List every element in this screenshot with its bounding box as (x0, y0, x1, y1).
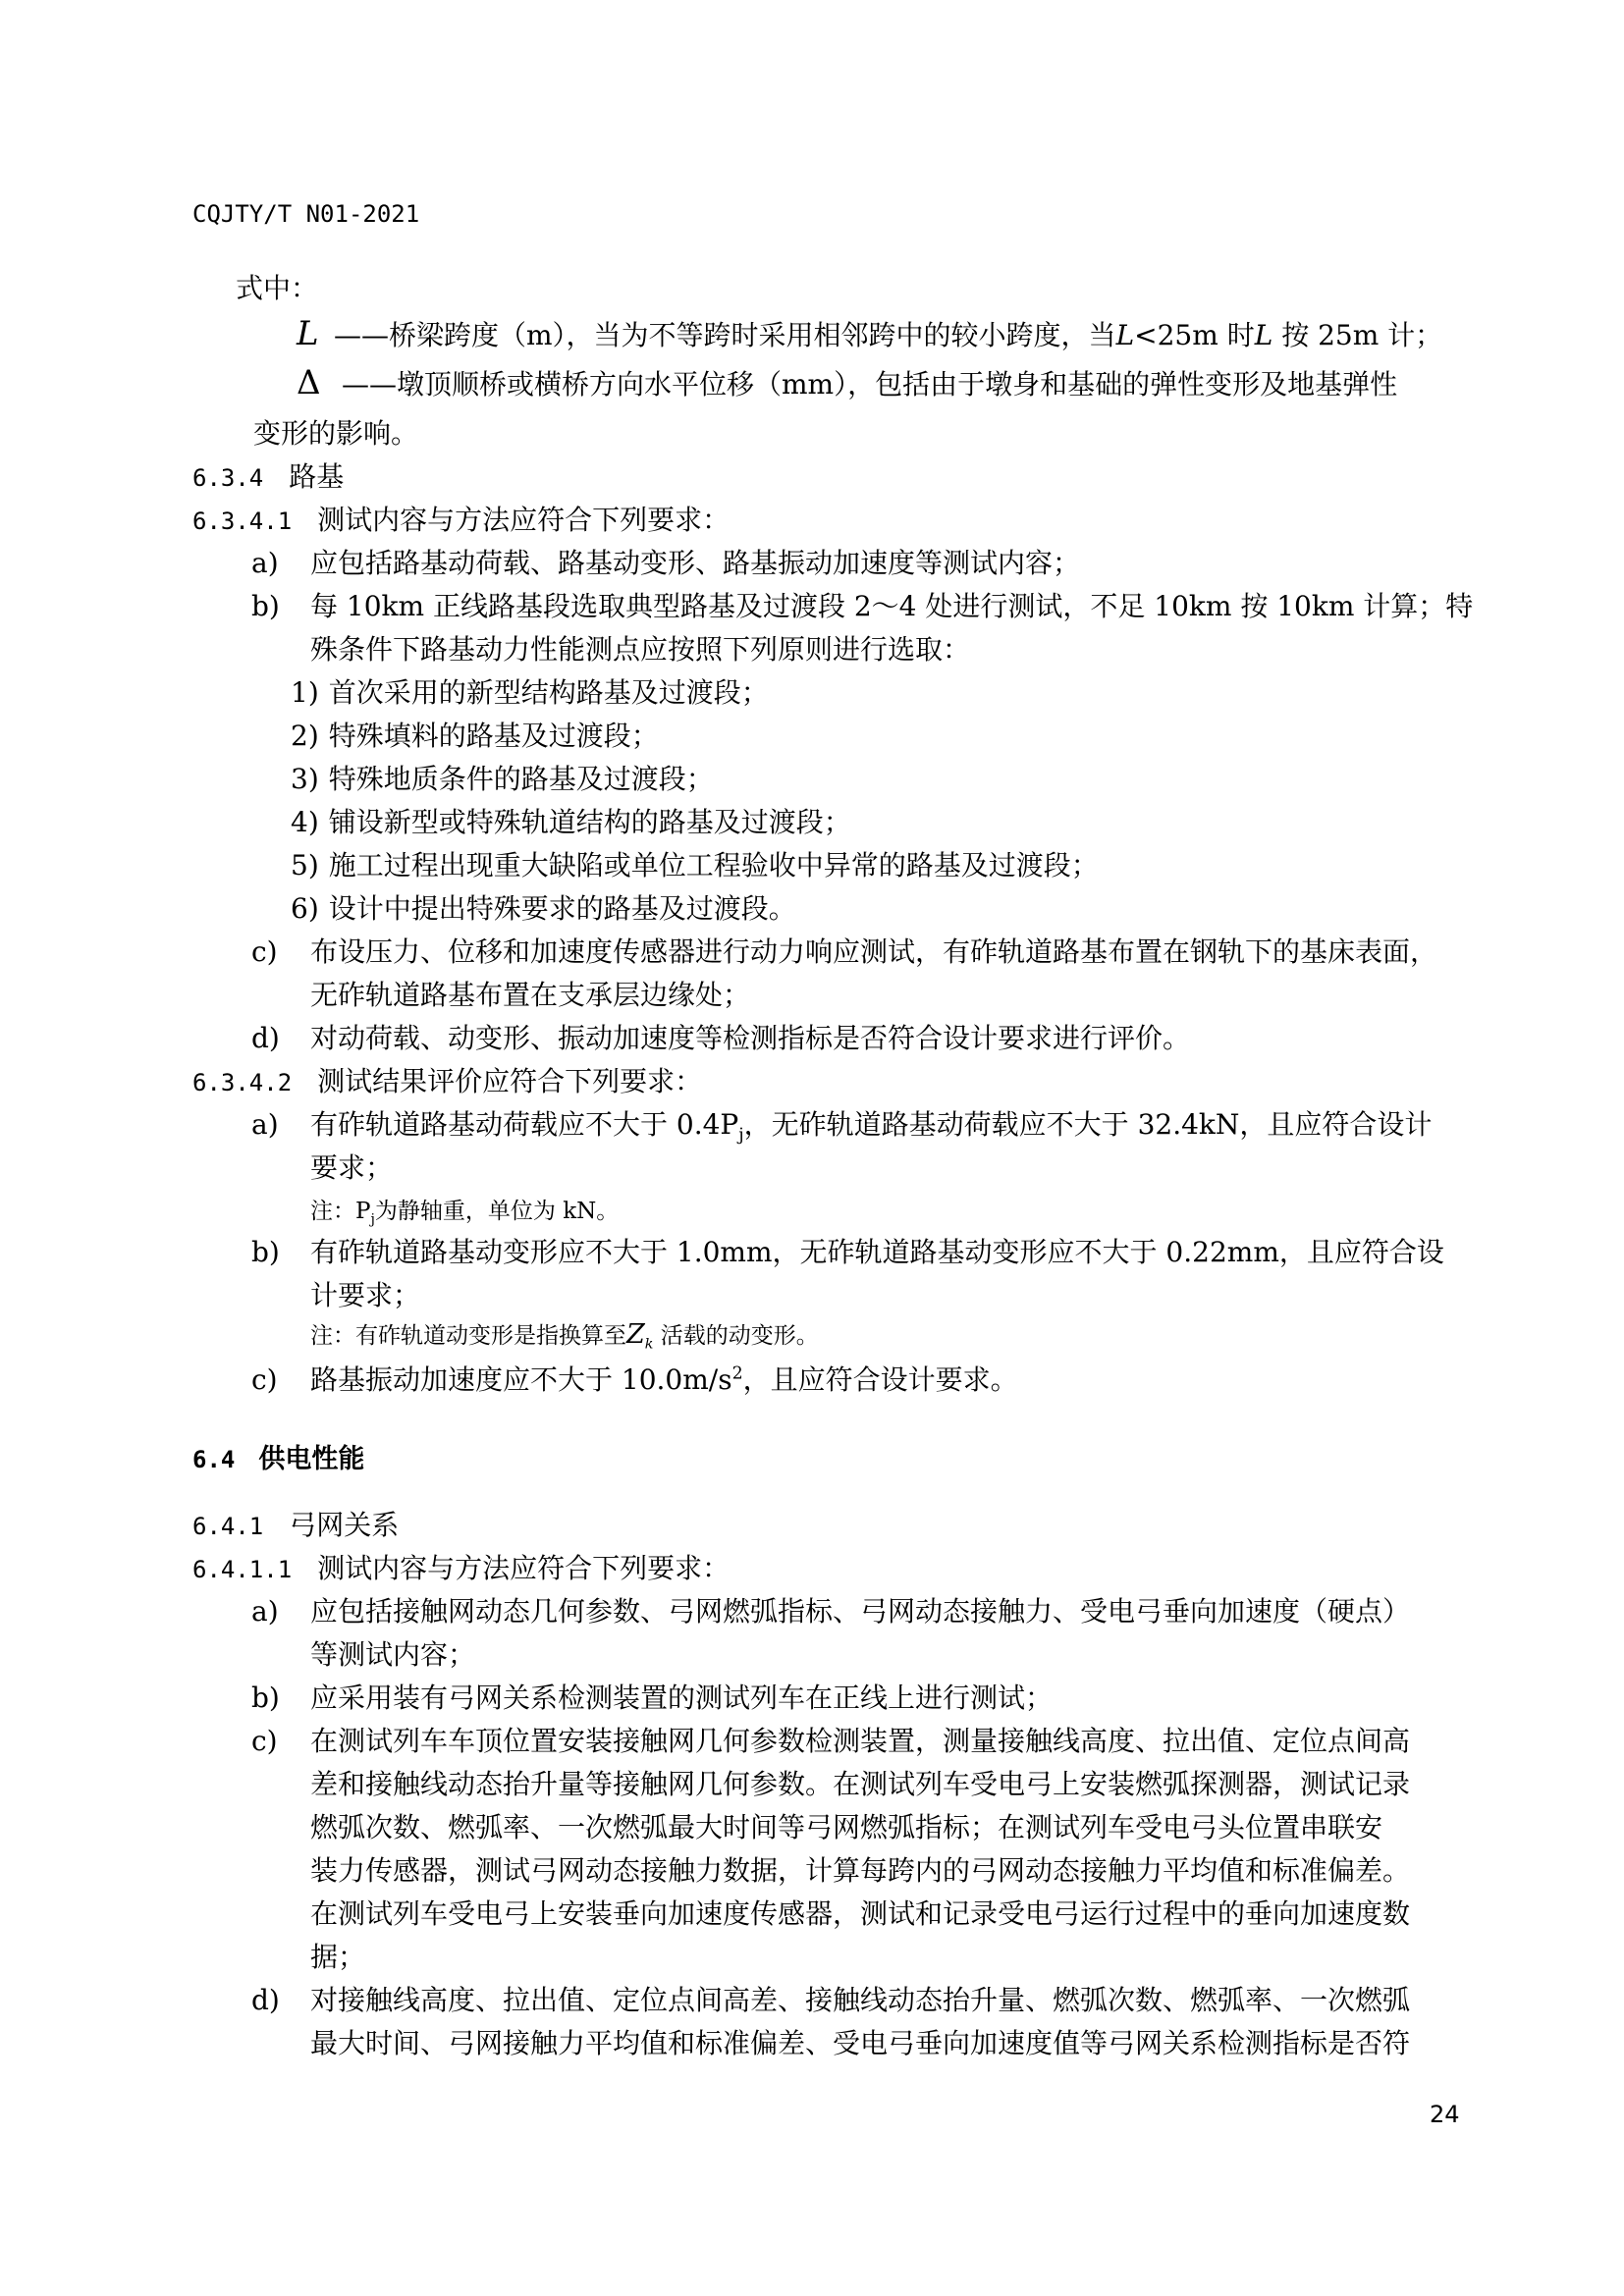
list-text-a-2: 要求； (310, 1151, 394, 1184)
delta-desc-cont: 变形的影响。 (253, 417, 419, 450)
delta-symbol: Δ (297, 363, 321, 402)
doc-code: CQJTY/T N01-2021 (192, 200, 420, 228)
note-symbol: Z (626, 1319, 645, 1350)
sub-item-text: 特殊填料的路基及过渡段； (328, 720, 659, 752)
section-title: 弓网关系 (289, 1509, 400, 1541)
L-desc-3: 按 25m 计； (1272, 319, 1443, 351)
note (310, 1317, 819, 1354)
list-label-d: d) (251, 1022, 280, 1054)
list-text-b-2: 殊条件下路基动力性能测点应按照下列原则进行选取： (310, 633, 971, 666)
list-label-c: c) (251, 935, 278, 968)
clause-number: 6.3.4.1 (192, 507, 293, 535)
list-label-d: d) (251, 1984, 280, 2016)
section-number: 6.4 (192, 1446, 236, 1473)
list-text-c-line: 装力传感器，测试弓网动态接触力数据，计算每跨内的弓网动态接触力平均值和标准偏差。 (310, 1854, 1411, 1887)
section-6-4-1-heading (192, 1508, 399, 1544)
list-text-a-1 (310, 1107, 1433, 1146)
list-text-c-line: 在测试列车受电弓上安装垂向加速度传感器，测试和记录受电弓运行过程中的垂向加速度数 (310, 1897, 1411, 1930)
sub-item-label: 6) (291, 892, 319, 925)
note-text: 活载的动变形。 (653, 1323, 819, 1349)
section-title: 供电性能 (258, 1444, 365, 1474)
section-title: 路基 (289, 460, 345, 493)
L-desc-2: <25m 时 (1134, 319, 1255, 351)
text-part: ，无砟轨道路基动荷载应不大于 32.4kN，且应符合设计 (743, 1108, 1433, 1141)
sub-list-item (291, 719, 659, 754)
list-text-d-line: 对接触线高度、拉出值、定位点间高差、接触线动态抬升量、燃弧次数、燃弧率、一次燃弧 (310, 1984, 1411, 2016)
note-subscript: j (370, 1211, 375, 1228)
L-inline-2: L (1254, 319, 1273, 351)
section-number: 6.4.1 (192, 1513, 264, 1540)
list-text-c-1: 布设压力、位移和加速度传感器进行动力响应测试，有砟轨道路基布置在钢轨下的基床表面， (310, 935, 1438, 968)
formula-where-label: 式中： (236, 272, 319, 304)
clause-title: 测试结果评价应符合下列要求： (317, 1065, 703, 1097)
sub-item-label: 3) (291, 763, 319, 795)
section-6-4-heading (192, 1441, 364, 1477)
list-label-a: a) (251, 1108, 279, 1141)
sub-list-item (291, 675, 769, 711)
list-text-b: 应采用装有弓网关系检测装置的测试列车在正线上进行测试； (310, 1682, 1054, 1714)
sub-item-label: 2) (291, 720, 319, 752)
list-text-c-line: 据； (310, 1941, 366, 1973)
clause-title: 测试内容与方法应符合下列要求： (317, 504, 731, 536)
sub-item-label: 1) (291, 676, 319, 709)
list-text-a-1: 应包括接触网动态几何参数、弓网燃弧指标、弓网动态接触力、受电弓垂向加速度（硬点） (310, 1595, 1411, 1628)
L-inline: L (1115, 319, 1135, 351)
list-text-c-line: 在测试列车车顶位置安装接触网几何参数检测装置，测量接触线高度、拉出值、定位点间高 (310, 1725, 1411, 1757)
sub-list-item (291, 848, 1099, 883)
L-desc: ——桥梁跨度（m），当为不等跨时采用相邻跨中的较小跨度，当 (334, 319, 1116, 351)
L-symbol: L (297, 314, 319, 353)
list-text-a-2: 等测试内容； (310, 1638, 476, 1671)
note (310, 1194, 619, 1229)
list-label-b: b) (251, 1682, 280, 1714)
note-text: 注：有砟轨道动变形是指换算至 (310, 1323, 626, 1349)
sub-item-label: 4) (291, 806, 319, 838)
list-label-a: a) (251, 1595, 279, 1628)
page-number: 24 (1430, 2101, 1460, 2128)
list-label-c: c) (251, 1363, 278, 1396)
clause-number: 6.4.1.1 (192, 1556, 293, 1583)
clause-6-3-4-2 (192, 1064, 702, 1100)
list-text-b-1: 每 10km 正线路基段选取典型路基及过渡段 2～4 处进行测试，不足 10km 按 10km 计算；特 (310, 590, 1474, 622)
list-label-b: b) (251, 1236, 280, 1268)
list-label-a: a) (251, 547, 279, 579)
text-part: 路基振动加速度应不大于 10.0m/s (310, 1363, 732, 1396)
list-text-c-line: 燃弧次数、燃弧率、一次燃弧最大时间等弓网燃弧指标；在测试列车受电弓头位置串联安 (310, 1811, 1383, 1843)
clause-6-4-1-1 (192, 1551, 730, 1587)
sub-item-text: 铺设新型或特殊轨道结构的路基及过渡段； (328, 806, 851, 838)
sub-item-text: 施工过程出现重大缺陷或单位工程验收中异常的路基及过渡段； (328, 849, 1099, 881)
clause-number: 6.3.4.2 (192, 1069, 293, 1096)
text-part: ，且应符合设计要求。 (742, 1363, 1018, 1396)
section-6-3-4-heading (192, 459, 344, 496)
sub-list-item (291, 762, 714, 797)
note-text: 注：P (310, 1199, 371, 1224)
section-number: 6.3.4 (192, 464, 264, 492)
text-part: 有砟轨道路基动荷载应不大于 0.4P (310, 1108, 739, 1141)
list-text-c-2: 无砟轨道路基布置在支承层边缘处； (310, 979, 751, 1011)
sub-item-label: 5) (291, 849, 319, 881)
superscript-2: 2 (731, 1363, 743, 1384)
formula-delta-line (297, 365, 1397, 402)
sub-item-text: 特殊地质条件的路基及过渡段； (328, 763, 714, 795)
note-text: 为静轴重，单位为 kN。 (374, 1199, 620, 1224)
list-text-c (310, 1362, 1018, 1398)
list-text-b-1: 有砟轨道路基动变形应不大于 1.0mm，无砟轨道路基动变形应不大于 0.22mm，且应符合设 (310, 1236, 1444, 1268)
sub-item-text: 设计中提出特殊要求的路基及过渡段。 (328, 892, 796, 925)
list-text-c-line: 差和接触线动态抬升量等接触网几何参数。在测试列车受电弓上安装燃弧探测器，测试记录 (310, 1768, 1411, 1800)
clause-title: 测试内容与方法应符合下列要求： (317, 1552, 731, 1584)
list-label-b: b) (251, 590, 280, 622)
clause-6-3-4-1 (192, 503, 730, 539)
sub-list-item (291, 805, 851, 840)
list-text-b-2: 计要求； (310, 1279, 421, 1311)
list-text-d: 对动荷载、动变形、振动加速度等检测指标是否符合设计要求进行评价。 (310, 1022, 1191, 1054)
sub-list-item (291, 891, 796, 927)
list-text-d-line: 最大时间、弓网接触力平均值和标准偏差、受电弓垂向加速度值等弓网关系检测指标是否符 (310, 2027, 1411, 2059)
subscript-j: j (738, 1125, 744, 1146)
sub-item-text: 首次采用的新型结构路基及过渡段； (328, 676, 769, 709)
delta-desc: ——墩顶顺桥或横桥方向水平位移（mm），包括由于墩身和基础的弹性变形及地基弹性 (342, 368, 1398, 400)
list-text-a: 应包括路基动荷载、路基动变形、路基振动加速度等测试内容； (310, 547, 1081, 579)
list-label-c: c) (251, 1725, 278, 1757)
formula-L-line (297, 316, 1442, 353)
note-subscript: k (644, 1336, 654, 1353)
